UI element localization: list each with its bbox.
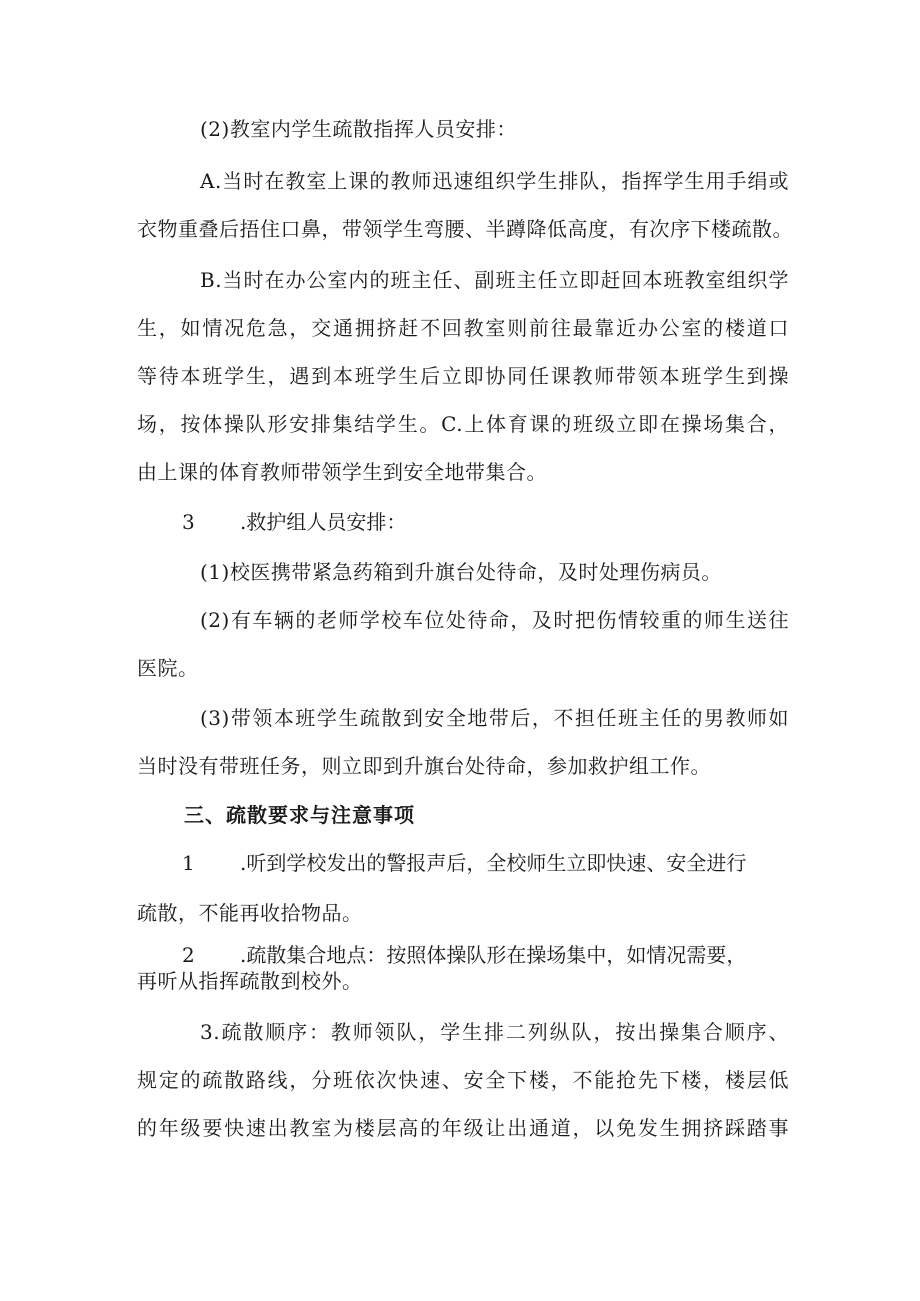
item-text: .疏散集合地点：按照体操队形在操场集中，如情况需要，	[240, 943, 747, 967]
item-text: .听到学校发出的警报声后，全校师生立即快速、安全进行	[240, 851, 747, 875]
rescue-item-2-line-2: 医院。	[137, 656, 199, 680]
paragraph-a-line-2: 衣物重叠后捂住口鼻，带领学生弯腰、半蹲降低高度，有次序下楼疏散。	[137, 217, 793, 241]
requirement-1-line-2: 疏散，不能再收拾物品。	[137, 901, 363, 925]
paragraph-classroom-evacuation-title: (2)教室内学生疏散指挥人员安排：	[200, 117, 517, 141]
requirement-2-line-1	[182, 941, 746, 969]
section-3-rescue-title	[182, 508, 406, 536]
section-heading-requirements: 三、疏散要求与注意事项	[184, 803, 415, 827]
requirement-1-line-1	[182, 849, 746, 877]
rescue-item-1: (1)校医携带紧急药箱到升旗台处待命，及时处理伤病员。	[200, 560, 722, 584]
requirement-3-line-3: 的年级要快速出教室为楼层高的年级让出通道，以免发生拥挤踩踏事	[137, 1116, 789, 1140]
paragraph-b-line-5: 由上课的体育教师带领学生到安全地带集合。	[137, 460, 547, 484]
requirement-3-line-2: 规定的疏散路线，分班依次快速、安全下楼，不能抢先下楼，楼层低	[137, 1068, 789, 1092]
requirement-3-line-1: 3.疏散顺序：教师领队，学生排二列纵队，按出操集合顺序、	[200, 1020, 789, 1044]
paragraph-a-line-1: A.当时在教室上课的教师迅速组织学生排队，指挥学生用手绢或	[200, 169, 789, 193]
paragraph-b-line-3: 等待本班学生，遇到本班学生后立即协同任课教师带领本班学生到操	[137, 364, 789, 388]
section-text: .救护组人员安排：	[240, 510, 407, 534]
item-number: 1	[182, 851, 195, 875]
paragraph-b-line-4: 场，按体操队形安排集结学生。C.上体育课的班级立即在操场集合，	[137, 412, 789, 436]
requirement-2-line-2: 再听从指挥疏散到校外。	[137, 969, 363, 993]
rescue-item-3-line-1: (3)带领本班学生疏散到安全地带后，不担任班主任的男教师如	[200, 706, 789, 730]
rescue-item-2-line-1: (2)有车辆的老师学校车位处待命，及时把伤情较重的师生送往	[200, 608, 789, 632]
item-number: 2	[182, 943, 195, 967]
paragraph-b-line-2: 生，如情况危急，交通拥挤赶不回教室则前往最靠近办公室的楼道口	[137, 316, 789, 340]
section-number: 3	[182, 510, 195, 534]
paragraph-b-line-1: B.当时在办公室内的班主任、副班主任立即赶回本班教室组织学	[200, 268, 789, 292]
rescue-item-3-line-2: 当时没有带班任务，则立即到升旗台处待命，参加救护组工作。	[137, 754, 711, 778]
